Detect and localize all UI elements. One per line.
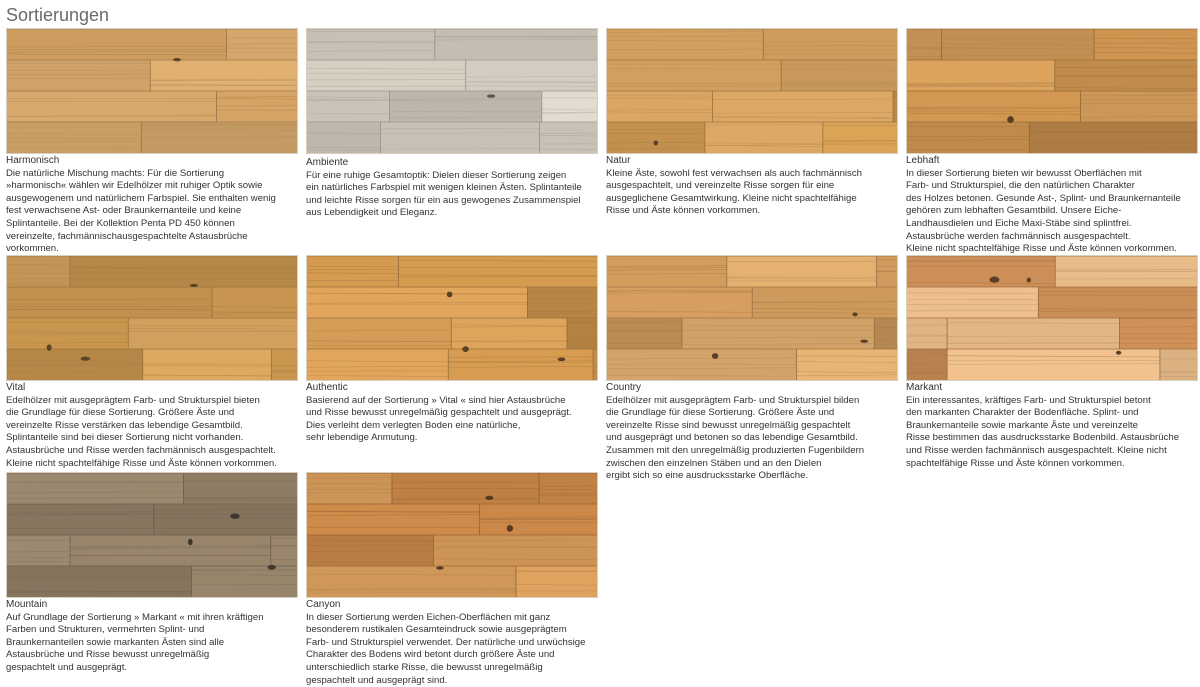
- description-line: Kleine nicht spachtelfähige Risse und Äste können vorkommen.: [906, 243, 1198, 256]
- description-line: und leichte Risse sorgen für ein aus gewogenes Zusammenspiel: [306, 195, 598, 208]
- wood-sample-image: [6, 472, 298, 598]
- description-line: ergibt sich so eine ausdrucksstarke Oberfläche.: [606, 470, 898, 483]
- description-line: aus Lebendigkeit und Eleganz.: [306, 207, 598, 220]
- sorting-card-canyon: [306, 472, 598, 687]
- description-line: Risse und Äste können vorkommen.: [606, 205, 898, 218]
- sorting-description: [306, 395, 598, 445]
- sorting-card-authentic: [306, 255, 598, 445]
- description-line: »harmonisch« wählen wir Edelhölzer mit ruhiger Optik sowie: [6, 180, 298, 193]
- description-line: Edelhölzer mit ausgeprägtem Farb- und Strukturspiel bieten: [6, 395, 298, 408]
- sorting-card-markant: [906, 255, 1198, 470]
- wood-sample-image: [306, 28, 598, 154]
- sorting-description: [306, 170, 598, 220]
- sorting-description: [906, 168, 1198, 256]
- description-line: Zusammen mit den unregelmäßig produzierten Fugenbildern: [606, 445, 898, 458]
- description-line: Splintanteile sind bei dieser Sortierung nicht vorhanden.: [6, 432, 298, 445]
- description-line: Farb- und Strukturspiel verwendet. Der natürliche und urwüchsige: [306, 637, 598, 650]
- description-line: sehr lebendige Anmutung.: [306, 432, 598, 445]
- description-line: Kleine Äste, sowohl fest verwachsen als auch fachmännisch: [606, 168, 898, 181]
- sorting-card-vital: [6, 255, 298, 470]
- description-line: ein natürliches Farbspiel mit wenigen kleinen Ästen. Splintanteile: [306, 182, 598, 195]
- description-line: Splintanteile. Bei der Kollektion Penta PD 450 können: [6, 218, 298, 231]
- description-line: ausgeglichene Gesamtwirkung. Kleine nicht spachtelfähige: [606, 193, 898, 206]
- description-line: Astausbrüche und Risse bewusst unregelmäßig: [6, 649, 298, 662]
- description-line: Basierend auf der Sortierung » Vital « sind hier Astausbrüche: [306, 395, 598, 408]
- description-line: ausgespachtelt, und vereinzelte Risse sorgen für eine: [606, 180, 898, 193]
- description-line: Farben und Strukturen, vermehrten Splint- und: [6, 624, 298, 637]
- sorting-card-natur: [606, 28, 898, 218]
- sorting-name: Lebhaft: [906, 155, 1198, 168]
- description-line: vereinzelte, fachmännischausgespachtelte Astausbrüche: [6, 231, 298, 244]
- sorting-description: [306, 612, 598, 687]
- sorting-name: Vital: [6, 382, 298, 395]
- sorting-name: Authentic: [306, 382, 598, 395]
- sorting-description: [6, 168, 298, 256]
- wood-sample-image: [906, 255, 1198, 381]
- page-title: Sortierungen: [6, 4, 109, 26]
- description-line: vereinzelte Risse sind bewusst unregelmäßig gespachtelt: [606, 420, 898, 433]
- wood-sample-image: [6, 28, 298, 154]
- wood-sample-image: [606, 28, 898, 154]
- sorting-card-ambiente: [306, 28, 598, 220]
- description-line: fest verwachsene Ast- oder Braunkernanteile und keine: [6, 205, 298, 218]
- description-line: Astausbrüche und Risse werden fachmännisch ausgespachtelt.: [6, 445, 298, 458]
- description-line: ausgewogenem und natürlichem Farbspiel. Sie enthalten wenig: [6, 193, 298, 206]
- sorting-name: Mountain: [6, 599, 298, 612]
- description-line: und Risse bewusst unregelmäßig gespachtelt und ausgeprägt.: [306, 407, 598, 420]
- description-line: gespachtelt und ausgeprägt sind.: [306, 675, 598, 687]
- wood-sample-image: [6, 255, 298, 381]
- description-line: Farb- und Strukturspiel, die den natürlichen Charakter: [906, 180, 1198, 193]
- sorting-card-mountain: [6, 472, 298, 675]
- wood-sample-image: [306, 255, 598, 381]
- sorting-name: Natur: [606, 155, 898, 168]
- description-line: In dieser Sortierung werden Eichen-Oberflächen mit ganz: [306, 612, 598, 625]
- description-line: den markanten Charakter der Bodenfläche. Splint- und: [906, 407, 1198, 420]
- sorting-name: Canyon: [306, 599, 598, 612]
- description-line: vorkommen.: [6, 243, 298, 256]
- description-line: Ein interessantes, kräftiges Farb- und Strukturspiel betont: [906, 395, 1198, 408]
- description-line: Für eine ruhige Gesamtoptik: Dielen dieser Sortierung zeigen: [306, 170, 598, 183]
- sorting-description: [6, 395, 298, 471]
- description-line: gespachtelt und ausgeprägt.: [6, 662, 298, 675]
- description-line: Risse bestimmen das ausdrucksstarke Bodenbild. Astausbrüche: [906, 432, 1198, 445]
- description-line: gehören zum lebhaften Gesamtbild. Unsere Eiche-: [906, 205, 1198, 218]
- description-line: unterschiedlich starke Risse, die bewusst unregelmäßig: [306, 662, 598, 675]
- description-line: Braunkernanteilen sowie markanten Ästen sind alle: [6, 637, 298, 650]
- sorting-name: Harmonisch: [6, 155, 298, 168]
- sorting-card-harmonisch: [6, 28, 298, 256]
- description-line: Landhausdielen und Eiche Maxi-Stäbe sind splintfrei.: [906, 218, 1198, 231]
- sorting-card-lebhaft: [906, 28, 1198, 256]
- wood-sample-image: [606, 255, 898, 381]
- description-line: Dies verleiht dem verlegten Boden eine natürliche,: [306, 420, 598, 433]
- sorting-description: [606, 168, 898, 218]
- description-line: besonderem rustikalen Gesamteindruck sowie ausgeprägtem: [306, 624, 598, 637]
- description-line: und ausgeprägt und betonen so das lebendige Gesamtbild.: [606, 432, 898, 445]
- description-line: In dieser Sortierung bieten wir bewusst Oberflächen mit: [906, 168, 1198, 181]
- description-line: Edelhölzer mit ausgeprägtem Farb- und Strukturspiel bilden: [606, 395, 898, 408]
- description-line: des Holzes betonen. Gesunde Ast-, Splint- und Braunkernanteile: [906, 193, 1198, 206]
- description-line: Auf Grundlage der Sortierung » Markant « mit ihren kräftigen: [6, 612, 298, 625]
- description-line: vereinzelte Risse verstärken das lebendige Gesamtbild.: [6, 420, 298, 433]
- description-line: Kleine nicht spachtelfähige Risse und Äste können vorkommen.: [6, 458, 298, 471]
- description-line: zwischen den einzelnen Stäben und an den Dielen: [606, 458, 898, 471]
- description-line: Die natürliche Mischung machts: Für die Sortierung: [6, 168, 298, 181]
- sorting-name: Markant: [906, 382, 1198, 395]
- description-line: Braunkernanteile sowie markante Äste und vereinzelte: [906, 420, 1198, 433]
- sorting-card-country: [606, 255, 898, 483]
- description-line: Charakter des Bodens wird betont durch größere Äste und: [306, 649, 598, 662]
- description-line: die Grundlage für diese Sortierung. Größere Äste und: [6, 407, 298, 420]
- sorting-description: [6, 612, 298, 675]
- description-line: spachtelfähige Risse und Äste können vorkommen.: [906, 458, 1198, 471]
- wood-sample-image: [306, 472, 598, 598]
- wood-sample-image: [906, 28, 1198, 154]
- sorting-description: [906, 395, 1198, 471]
- description-line: die Grundlage für diese Sortierung. Größere Äste und: [606, 407, 898, 420]
- sorting-name: Country: [606, 382, 898, 395]
- sorting-description: [606, 395, 898, 483]
- description-line: Astausbrüche werden fachmännisch ausgespachtelt.: [906, 231, 1198, 244]
- sorting-name: Ambiente: [306, 157, 598, 170]
- description-line: und Risse werden fachmännisch ausgespachtelt. Kleine nicht: [906, 445, 1198, 458]
